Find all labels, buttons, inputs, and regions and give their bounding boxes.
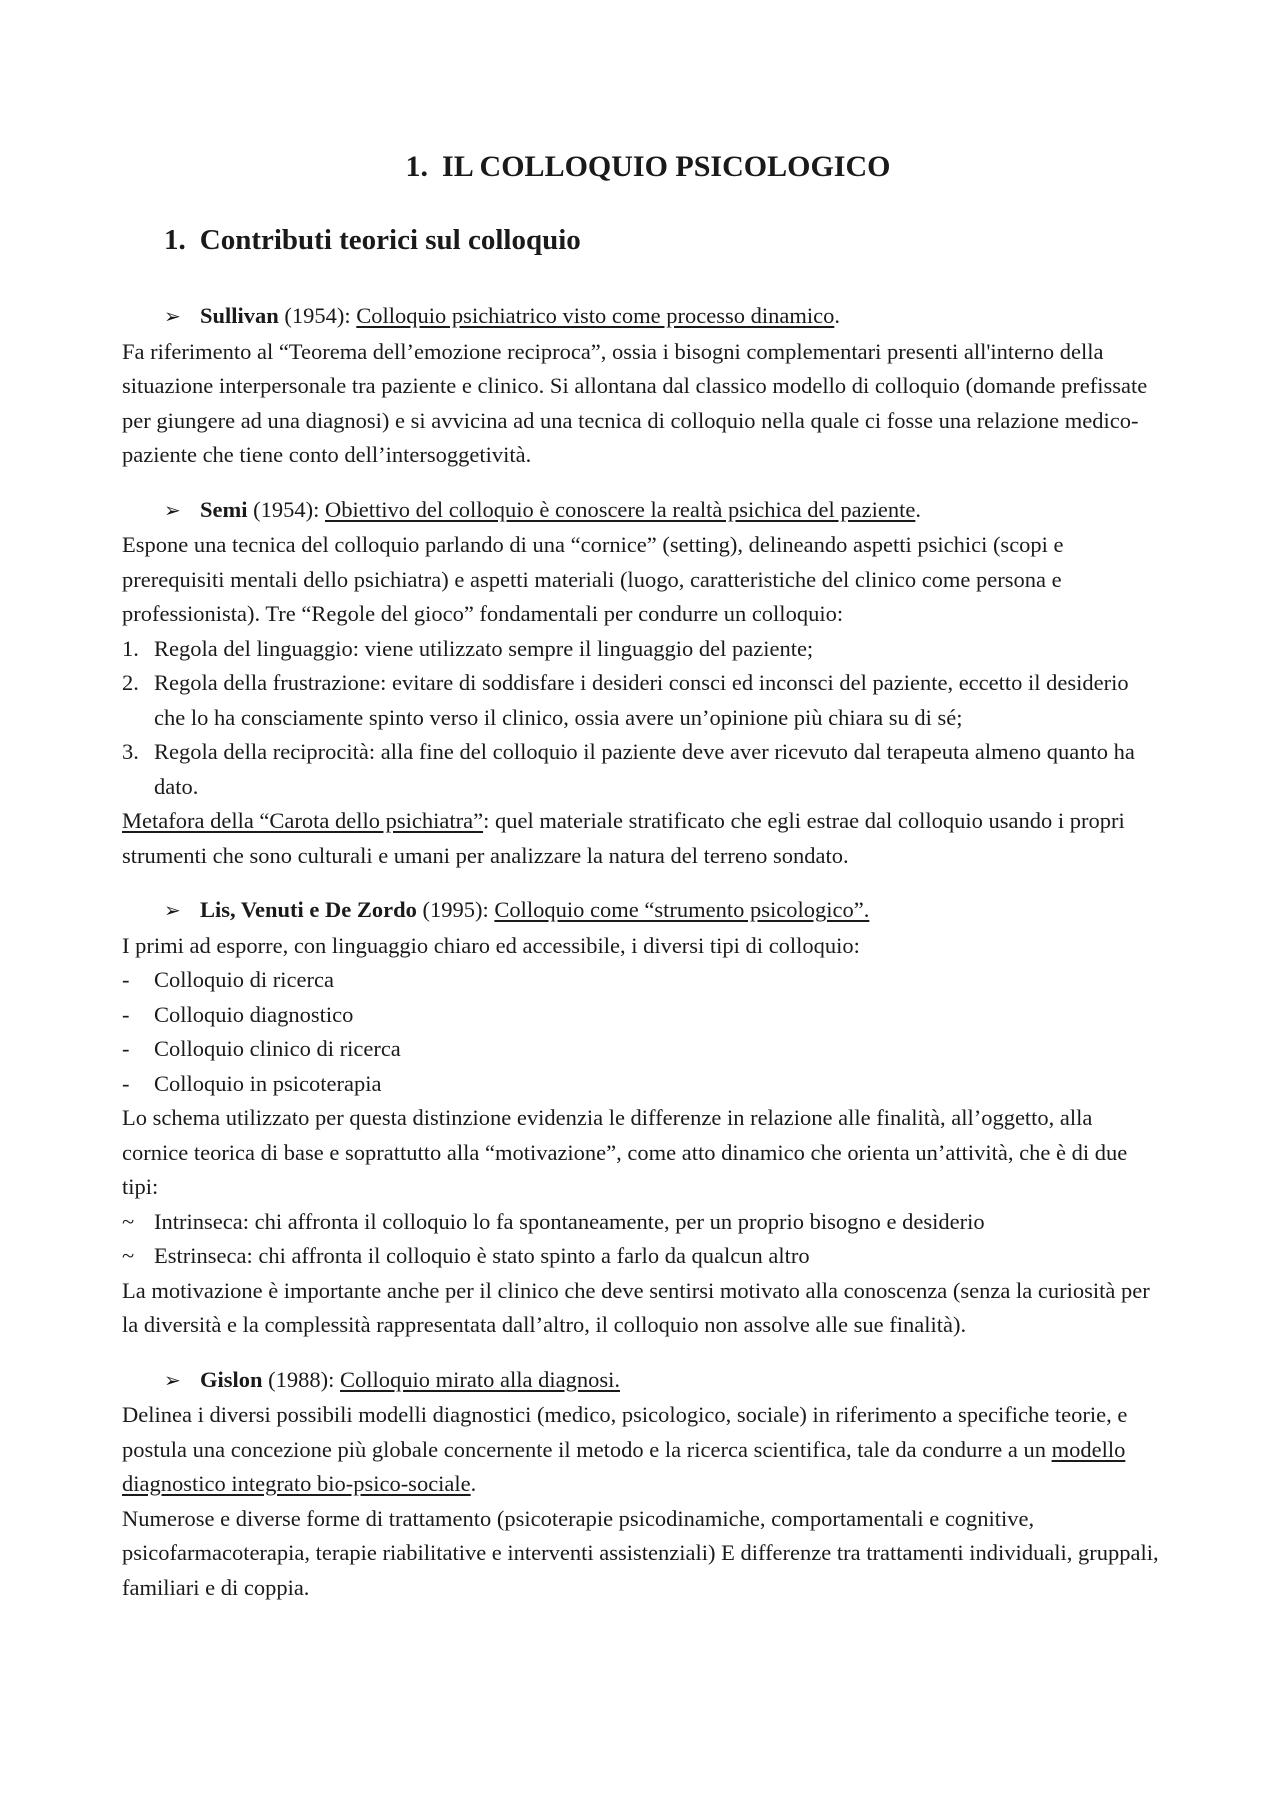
page-title (122, 0, 1160, 184)
list-item (122, 1205, 1160, 1240)
list-item-text: Regola della frustrazione: evitare di soddisfare i desideri consci ed inconsci del paziente, eccetto il desiderio che lo ha consciamente spinto verso il clinico, ossia avere un’opinione più chiara su di sé; (154, 670, 1129, 730)
list-item (122, 998, 1160, 1033)
bullet-heading-lis (122, 893, 1160, 929)
title-text: IL COLLOQUIO PSICOLOGICO (442, 150, 891, 183)
section-heading-underlined: Colloquio psichiatrico visto come processo dinamico (356, 303, 835, 328)
paragraph: I primi ad esporre, con linguaggio chiaro ed accessibile, i diversi tipi di colloquio: (122, 932, 860, 958)
paragraph (122, 1398, 1160, 1502)
author-name: Semi (200, 496, 248, 522)
paragraph: Espone una tecnica del colloquio parlando di una “cornice” (setting), delineando aspetti psichici (scopi e prerequisiti mentali dello psichiatra) e aspetti materiali (luogo, caratteristiche del clinico come persona e professionista). Tre “Regole del gioco” fondamentali per condurre un colloquio: (122, 532, 1064, 626)
list-item-text: Colloquio in psicoterapia (154, 1070, 382, 1096)
author-year: (1954): (247, 496, 325, 522)
arrow-bullet-icon: ➢ (164, 306, 181, 328)
subtitle-number: 1. (164, 224, 186, 256)
section-subtitle (122, 184, 1160, 257)
list-item-text: Colloquio di ricerca (154, 967, 334, 992)
list-marker: - (122, 1036, 130, 1061)
paragraph-end: . (470, 1471, 477, 1496)
section-sullivan (122, 299, 1160, 473)
list-item (122, 666, 1160, 735)
arrow-bullet-icon: ➢ (164, 499, 181, 522)
list-marker: 1. (122, 635, 139, 661)
paragraph: Numerose e diverse forme di trattamento (psicoterapie psicodinamiche, comportamentali e cognitive, psicofarmacoterapia, terapie riabilitative e interventi assistenziali) E differenze tra trattamenti individuali, gruppali, familiari e di coppia. (122, 1505, 1159, 1600)
metaphor-text: : quel materiale stratificato che egli estrae dal colloquio usando i propri strumenti che sono culturali e umani per analizzare la natura del terreno sondato. (122, 808, 1125, 868)
metaphor-label: Metafora della “Carota dello psichiatra” (122, 808, 484, 833)
arrow-bullet-icon: ➢ (164, 900, 181, 922)
author-year: (1995): (416, 897, 495, 922)
heading-end: . (915, 496, 921, 522)
author-name: Gislon (200, 1366, 263, 1392)
subtitle-text: Contributi teorici sul colloquio (199, 224, 581, 256)
author-name: Sullivan (200, 303, 279, 328)
list-marker: ~ (122, 1243, 135, 1268)
list-item-text: Colloquio clinico di ricerca (154, 1036, 401, 1061)
list-marker: - (122, 967, 130, 992)
list-item (122, 735, 1160, 804)
bullet-heading-sullivan (122, 299, 1160, 335)
author-year: (1954): (278, 303, 357, 328)
list-marker: 3. (122, 739, 139, 764)
list-marker: ~ (122, 1208, 135, 1234)
list-marker: - (122, 1070, 130, 1096)
section-lis-venuti-de-zordo (122, 893, 1160, 1343)
rules-list (122, 632, 1160, 805)
list-item-text: Estrinseca: chi affronta il colloquio è stato spinto a farlo da qualcun altro (154, 1243, 810, 1268)
list-marker: 2. (122, 670, 139, 695)
list-item-text: Intrinseca: chi affronta il colloquio lo fa spontaneamente, per un proprio bisogno e desiderio (154, 1208, 985, 1234)
paragraph: La motivazione è importante anche per il clinico che deve sentirsi motivato alla conoscenza (senza la curiosità per la diversità e la complessità rappresentata dall’altro, il colloquio non assolve alle sue finalità). (122, 1277, 1150, 1337)
title-number: 1. (405, 150, 429, 183)
colloquio-types-list (122, 963, 1160, 1101)
section-heading-underlined: Obiettivo del colloquio è conoscere la realtà psichica del paziente (325, 496, 916, 522)
bullet-heading-gislon (122, 1363, 1160, 1399)
section-heading-underlined: Colloquio mirato alla diagnosi. (340, 1366, 620, 1392)
paragraph-metaphor (122, 804, 1160, 873)
paragraph-text: Delinea i diversi possibili modelli diagnostici (medico, psicologico, sociale) in riferimento a specifiche teorie, e postula una concezione più globale concernente il metodo e la ricerca scientifica, tale da condurre a un (122, 1402, 1128, 1462)
bullet-heading-semi (122, 493, 1160, 529)
list-item (122, 632, 1160, 667)
list-item (122, 963, 1160, 998)
list-item-text: Colloquio diagnostico (154, 1001, 354, 1027)
arrow-bullet-icon: ➢ (164, 1369, 181, 1392)
paragraph: Lo schema utilizzato per questa distinzione evidenzia le differenze in relazione alle finalità, all’oggetto, alla cornice teorica di base e soprattutto alla “motivazione”, come atto dinamico che orienta un’attività, che è di due tipi: (122, 1105, 1128, 1199)
list-item-text: Regola della reciprocità: alla fine del colloquio il paziente deve aver ricevuto dal terapeuta almeno quanto ha dato. (154, 739, 1135, 799)
list-marker: - (122, 1001, 130, 1027)
list-item-text: Regola del linguaggio: viene utilizzato sempre il linguaggio del paziente; (154, 635, 814, 661)
author-name: Lis, Venuti e De Zordo (200, 897, 417, 922)
list-item (122, 1067, 1160, 1102)
heading-end: . (834, 303, 840, 328)
motivation-list (122, 1205, 1160, 1274)
section-heading-underlined: Colloquio come “strumento psicologico”. (494, 897, 870, 922)
list-item (122, 1032, 1160, 1067)
author-year: (1988): (262, 1366, 341, 1392)
underlined-term: modello diagnostico integrato bio-psico-sociale (122, 1436, 1126, 1496)
list-item (122, 1239, 1160, 1274)
section-semi (122, 493, 1160, 874)
section-gislon (122, 1363, 1160, 1606)
paragraph: Fa riferimento al “Teorema dell’emozione reciproca”, ossia i bisogni complementari presenti all'interno della situazione interpersonale tra paziente e clinico. Si allontana dal classico modello di colloquio (domande prefissate per giungere ad una diagnosi) e si avvicina ad una tecnica di colloquio nella quale ci fosse una relazione medico-paziente che tiene conto dell’intersoggetività. (122, 338, 1148, 467)
